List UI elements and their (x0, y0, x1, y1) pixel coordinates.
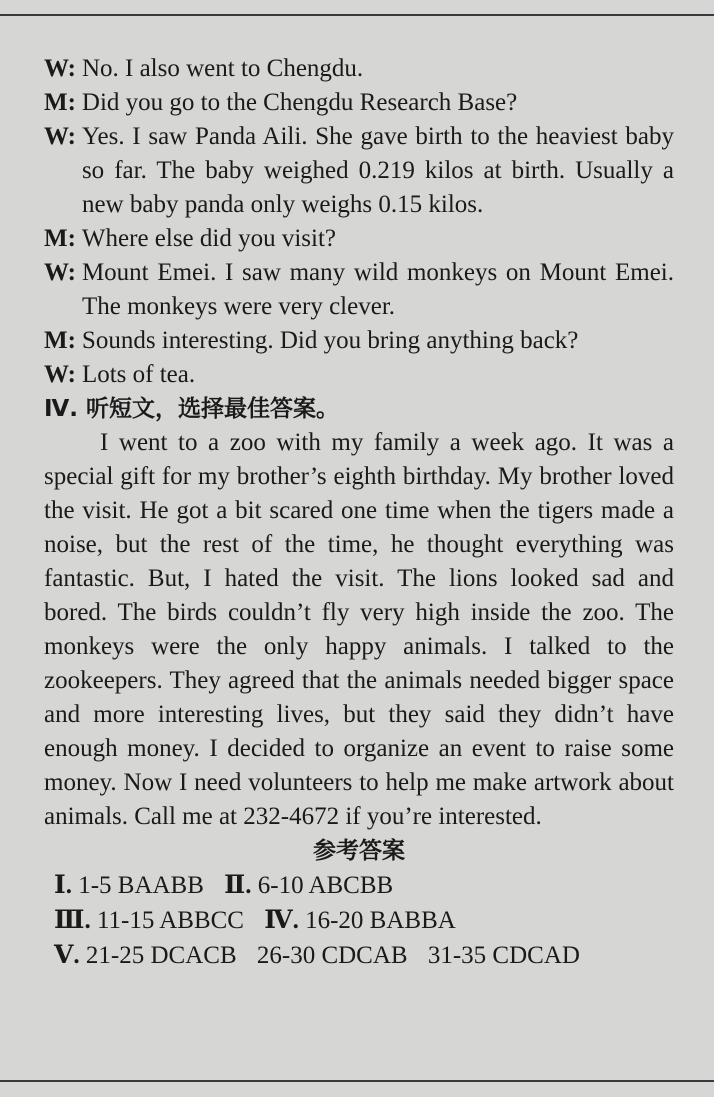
answer-group: 31-35 CDCAD (427, 942, 580, 969)
dialogue-line (44, 52, 674, 86)
listening-passage: I went to a zoo with my family a week ago. It was a special gift for my brother’s eighth birthday. My brother loved the visit. He got a bit scared one time when the tigers made a noise, but the rest of the time, he thought everything was fantastic. But, I hated the visit. The lions looked sad and bored. The birds couldn’t fly very high inside the zoo. The monkeys were the only happy animals. I talked to the zookeepers. They agreed that the animals needed bigger space and more interesting lives, but they said they didn’t have enough money. I decided to organize an event to raise some money. Now I need volunteers to help me make artwork about animals. Call me at 232-4672 if you’re interested. (44, 429, 674, 830)
section-heading: Ⅳ. 听短文，选择最佳答案。 (44, 396, 340, 422)
dialogue-text: Mount Emei. I saw many wild monkeys on Mount Emei. The monkeys were very clever. (81, 259, 674, 320)
answer-group: 6-10 ABCBB (257, 872, 394, 899)
speaker-label: W: (44, 123, 76, 150)
answer-group: 1-5 BAABB (78, 872, 204, 899)
dialogue-text: Did you go to the Chengdu Research Base? (81, 89, 518, 116)
answer-line (44, 868, 674, 903)
part-number: Ⅴ. (54, 942, 80, 969)
dialogue-text: Sounds interesting. Did you bring anything back? (81, 327, 579, 354)
answer-group: 26-30 CDCAB (256, 942, 408, 969)
speaker-label: M: (44, 89, 76, 116)
part-number: Ⅱ. (224, 872, 252, 899)
speaker-label: W: (44, 55, 76, 82)
dialogue-line (44, 256, 674, 324)
dialogue-line (44, 358, 674, 392)
top-rule (0, 14, 714, 16)
speaker-label: M: (44, 225, 76, 252)
dialogue-text: Where else did you visit? (81, 225, 337, 252)
speaker-label: W: (44, 259, 76, 286)
part-number: Ⅲ. (54, 907, 91, 934)
answers-title: 参考答案 (313, 838, 405, 864)
dialogue-text: Yes. I saw Panda Aili. She gave birth to the heaviest baby so far. The baby weighed 0.219 kilos at birth. Usually a new baby panda only weighs 0.15 kilos. (81, 123, 674, 218)
speaker-label: W: (44, 361, 76, 388)
dialogue-line (44, 222, 674, 256)
dialogue-line (44, 86, 674, 120)
bottom-rule (0, 1080, 714, 1082)
answer-line (44, 903, 674, 938)
answer-group: 11-15 ABBCC (96, 907, 244, 934)
dialogue-line (44, 324, 674, 358)
part-number: Ⅰ. (54, 872, 72, 899)
dialogue (44, 52, 674, 392)
dialogue-text: No. I also went to Chengdu. (81, 55, 364, 82)
document-page (44, 52, 674, 973)
speaker-label: M: (44, 327, 76, 354)
part-number: Ⅳ. (264, 907, 299, 934)
answer-line (44, 938, 674, 973)
dialogue-text: Lots of tea. (81, 361, 196, 388)
answer-group: 16-20 BABBA (305, 907, 456, 934)
answer-key (44, 868, 674, 973)
dialogue-line (44, 120, 674, 222)
answer-group: 21-25 DCACB (85, 942, 237, 969)
